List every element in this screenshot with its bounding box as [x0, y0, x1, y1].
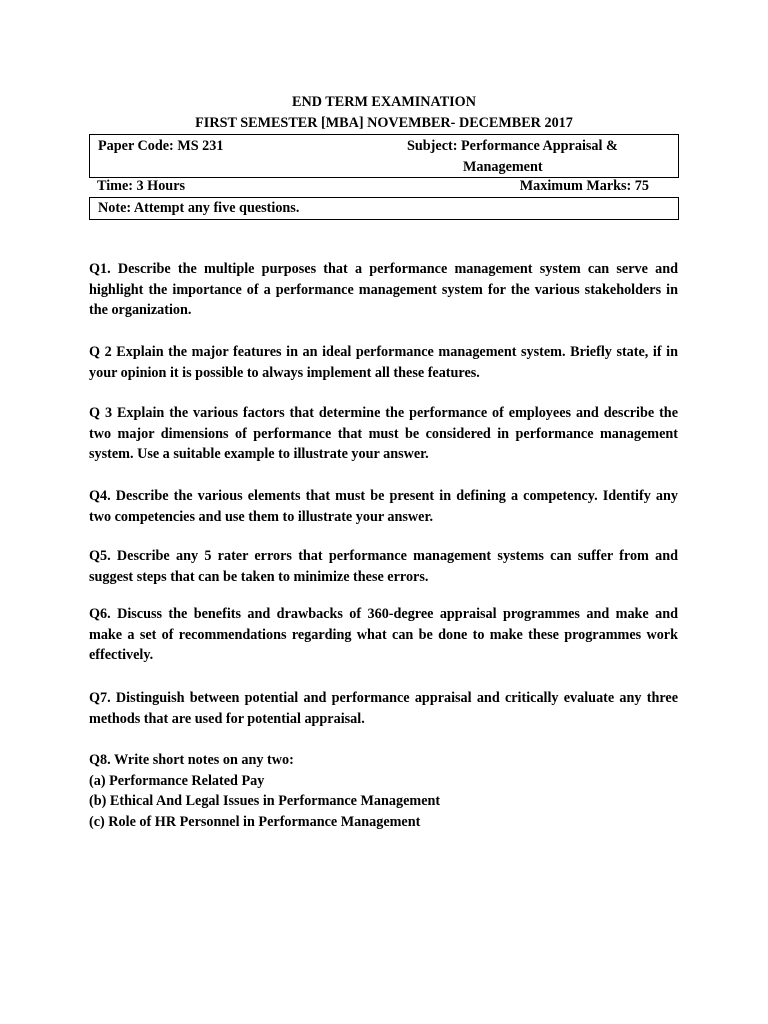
- subject-line-2: Management: [463, 158, 543, 175]
- question-8-heading: Q8. Write short notes on any two:: [89, 752, 294, 768]
- question-3: Q 3 Explain the various factors that determine the performance of employees and describe the two major dimensions of performance that must be considered in performance management system. Use a suitable example to illustrate your answer.: [89, 405, 678, 463]
- question-6: Q6. Discuss the benefits and drawbacks of 360-degree appraisal programmes and make and make a set of recommendations regarding what can be done to make these programmes work effectively.: [89, 606, 678, 664]
- note-box: [89, 197, 679, 220]
- question-8-option-c: (c) Role of HR Personnel in Performance Management: [89, 813, 421, 830]
- exam-subtitle: FIRST SEMESTER [MBA] NOVEMBER- DECEMBER 2017: [195, 115, 573, 131]
- question-8-option-a: (a) Performance Related Pay: [89, 772, 265, 789]
- paper-info-box: [89, 134, 679, 178]
- question-5: Q5. Describe any 5 rater errors that performance management systems can suffer from and suggest steps that can be taken to minimize these errors.: [89, 548, 678, 585]
- maximum-marks: Maximum Marks: 75: [519, 178, 649, 194]
- question-7: Q7. Distinguish between potential and performance appraisal and critically evaluate any three methods that are used for potential appraisal.: [89, 690, 678, 727]
- question-8: [89, 750, 678, 832]
- question-4: Q4. Describe the various elements that must be present in defining a competency. Identify any two competencies and use them to illustrate your answer.: [89, 488, 678, 525]
- subject: [407, 136, 677, 177]
- time-allowed: Time: 3 Hours: [97, 178, 186, 194]
- question-1: Q1. Describe the multiple purposes that a performance management system can serve and highlight the importance of a performance management system for the various stakeholders in the organization.: [89, 261, 678, 319]
- exam-title: END TERM EXAMINATION: [292, 94, 476, 110]
- subject-line-1: Subject: Performance Appraisal &: [407, 138, 618, 154]
- paper-code: Paper Code: MS 231: [98, 138, 224, 154]
- question-2: Q 2 Explain the major features in an ideal performance management system. Briefly state, if in your opinion it is possible to always implement all these features.: [89, 344, 678, 381]
- note-text: Note: Attempt any five questions.: [98, 200, 300, 216]
- question-8-option-b: (b) Ethical And Legal Issues in Performance Management: [89, 793, 441, 810]
